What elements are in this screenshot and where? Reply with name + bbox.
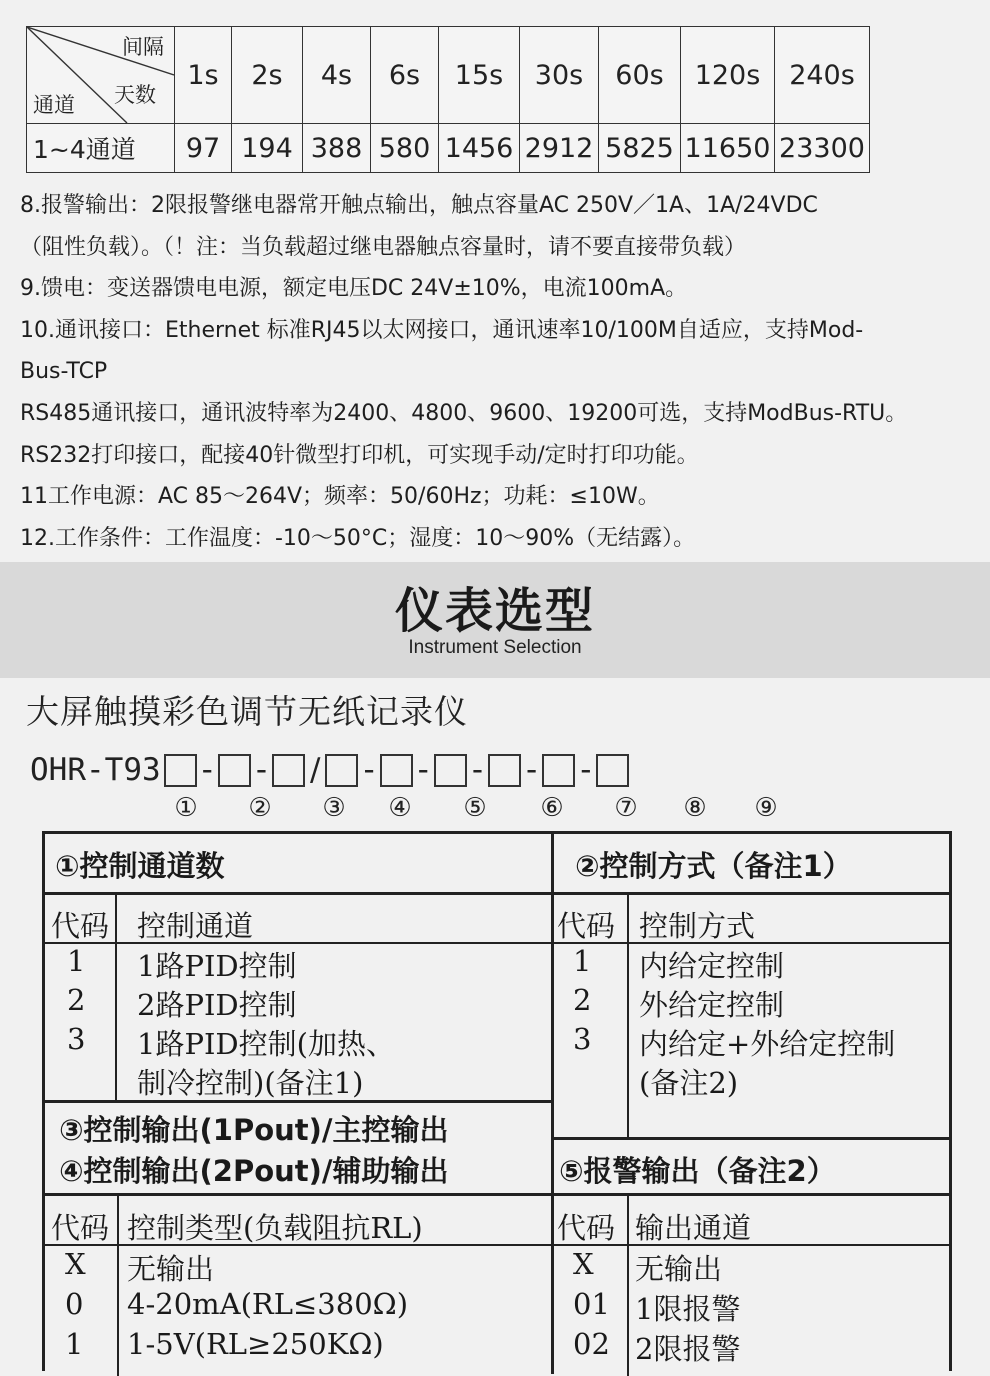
diagonal-header-cell — [27, 27, 175, 124]
center-divider — [551, 834, 554, 1374]
s5-code-header: 代码 — [557, 1211, 616, 1245]
spec-list — [20, 185, 980, 559]
spec-line: Bus-TCP — [20, 359, 108, 385]
s34-option: 1-5V(RL≥250KΩ) — [127, 1327, 384, 1361]
position-marker: ⑥ — [540, 793, 564, 823]
model-box-6 — [434, 754, 467, 787]
model-separator: - — [363, 752, 375, 788]
s2-bottom-rule — [551, 1137, 949, 1140]
position-marker: ② — [248, 793, 272, 823]
s1-col-header: 控制通道 — [137, 909, 254, 943]
days-cell: 23300 — [775, 124, 870, 173]
model-prefix: OHR-T93 — [30, 752, 161, 788]
s1-heading: ①控制通道数 — [55, 849, 225, 883]
days-row — [27, 124, 870, 173]
interval-cell: 120s — [681, 27, 775, 124]
model-separator: - — [201, 752, 213, 788]
s2-option: 内给定+外给定控制 — [639, 1027, 896, 1061]
model-box-3 — [272, 754, 305, 787]
code-divider-s1 — [115, 894, 117, 1102]
position-marker: ① — [174, 793, 198, 823]
model-separator: - — [526, 752, 538, 788]
s2-option: 外给定控制 — [639, 988, 785, 1022]
section-banner — [0, 562, 990, 678]
model-box-4 — [325, 754, 358, 787]
s5-code: X — [573, 1247, 594, 1281]
code-divider-s5 — [627, 1196, 629, 1376]
code-divider-s2 — [627, 894, 629, 1138]
model-separator: / — [310, 752, 321, 788]
days-cell: 2912 — [520, 124, 599, 173]
s2-code: 1 — [573, 944, 592, 978]
s34-option: 无输出 — [127, 1252, 215, 1286]
row-label: 1~4通道 — [27, 124, 175, 173]
model-separator: - — [417, 752, 429, 788]
position-marker: ⑧ — [683, 793, 707, 823]
position-marker: ⑤ — [463, 793, 487, 823]
s34-option: 4-20mA(RL≤380Ω) — [127, 1287, 409, 1321]
days-cell: 194 — [232, 124, 303, 173]
s34-code: 0 — [65, 1287, 84, 1321]
heading-rule-top — [45, 892, 949, 895]
days-cell: 388 — [303, 124, 371, 173]
s2-col-header: 控制方式 — [639, 909, 756, 943]
interval-cell: 15s — [439, 27, 520, 124]
days-cell: 97 — [175, 124, 232, 173]
spec-line: 11工作电源：AC 85～264V；频率：50/60Hz；功耗：≤10W。 — [20, 484, 660, 510]
model-box-1 — [164, 754, 197, 787]
s34-code: X — [65, 1247, 86, 1281]
interval-cell: 2s — [232, 27, 303, 124]
s1-code-header: 代码 — [51, 909, 110, 943]
days-cell: 1456 — [439, 124, 520, 173]
model-box-2 — [218, 754, 251, 787]
s1-code: 1 — [67, 944, 86, 978]
s5-code: 01 — [573, 1287, 610, 1321]
s1-code: 2 — [67, 983, 86, 1017]
selection-table — [42, 831, 952, 1371]
interval-cell: 6s — [371, 27, 439, 124]
header-channel-label: 通道 — [33, 93, 75, 117]
code-divider-s34 — [117, 1196, 119, 1376]
interval-cell: 30s — [520, 27, 599, 124]
model-box-5 — [380, 754, 413, 787]
model-separator: - — [471, 752, 484, 788]
spec-line: RS485通讯接口，通讯波特率为2400、4800、9600、19200可选，支持ModBus-RTU。 — [20, 400, 908, 426]
s2-heading: ②控制方式（备注1） — [575, 849, 852, 883]
spec-line: RS232打印接口，配接40针微型打印机，可实现手动/定时打印功能。 — [20, 442, 699, 468]
interval-days-table — [26, 26, 870, 173]
s2-option: 内给定控制 — [639, 949, 785, 983]
s5-col-header: 输出通道 — [635, 1211, 752, 1245]
s34-code: 1 — [65, 1327, 84, 1361]
s1-option: 1路PID控制 — [137, 949, 297, 983]
interval-cell: 60s — [599, 27, 681, 124]
section-subtitle: Instrument Selection — [408, 637, 582, 658]
model-box-8 — [542, 754, 575, 787]
spec-line: 12.工作条件：工作温度：-10～50°C；湿度：10～90%（无结露）。 — [20, 525, 696, 551]
s1-option-cont: 制冷控制)(备注1) — [137, 1066, 364, 1100]
s5-option: 2限报警 — [635, 1332, 741, 1366]
model-box-9 — [596, 754, 629, 787]
days-cell: 11650 — [681, 124, 775, 173]
position-marker: ④ — [388, 793, 412, 823]
header-days-label: 天数 — [114, 83, 156, 107]
section-title: 仪表选型 — [394, 583, 595, 639]
s5-option: 1限报警 — [635, 1292, 741, 1326]
s34-col-header: 控制类型(负载阻抗RL) — [127, 1211, 423, 1245]
s2-code: 3 — [573, 1022, 592, 1056]
s5-heading: ⑤报警输出（备注2） — [559, 1154, 836, 1188]
position-marker: ③ — [322, 793, 346, 823]
s3-heading: ③控制输出(1Pout)/主控输出 — [59, 1113, 449, 1147]
spec-line: 9.馈电：变送器馈电电源，额定电压DC 24V±10%，电流100mA。 — [20, 276, 688, 302]
s2-code-header: 代码 — [557, 909, 616, 943]
header-interval-label: 间隔 — [122, 35, 164, 59]
s34-code-header: 代码 — [51, 1211, 110, 1245]
s1-option: 1路PID控制(加热、 — [137, 1027, 395, 1061]
model-separator: - — [580, 752, 592, 788]
lower-heading-rule — [45, 1193, 949, 1196]
interval-cell: 4s — [303, 27, 371, 124]
spec-line: （阻性负载）。（！注：当负载超过继电器触点容量时，请不要直接带负载） — [20, 234, 747, 260]
s2-code: 2 — [573, 983, 592, 1017]
days-cell: 5825 — [599, 124, 681, 173]
s5-option: 无输出 — [635, 1252, 723, 1286]
model-code — [30, 750, 632, 790]
s1-option: 2路PID控制 — [137, 988, 297, 1022]
s4-heading: ④控制输出(2Pout)/辅助输出 — [59, 1154, 449, 1188]
s1-code: 3 — [67, 1022, 86, 1056]
spec-line: 10.通讯接口：Ethernet 标准RJ45以太网接口，通讯速率10/100M自适应，支持Mod- — [20, 317, 864, 343]
position-marker: ⑦ — [614, 793, 638, 823]
spec-line: 8.报警输出：2限报警继电器常开触点输出，触点容量AC 250V／1A、1A/24VDC — [20, 193, 818, 218]
days-cell: 580 — [371, 124, 439, 173]
interval-cell: 240s — [775, 27, 870, 124]
product-title: 大屏触摸彩色调节无纸记录仪 — [26, 692, 468, 731]
position-marker: ⑨ — [754, 793, 778, 823]
model-box-7 — [488, 754, 521, 787]
interval-header-row — [27, 27, 870, 124]
s2-option-cont: (备注2) — [639, 1066, 739, 1100]
s5-code: 02 — [573, 1327, 610, 1361]
interval-cell: 1s — [175, 27, 232, 124]
model-separator: - — [255, 752, 268, 788]
